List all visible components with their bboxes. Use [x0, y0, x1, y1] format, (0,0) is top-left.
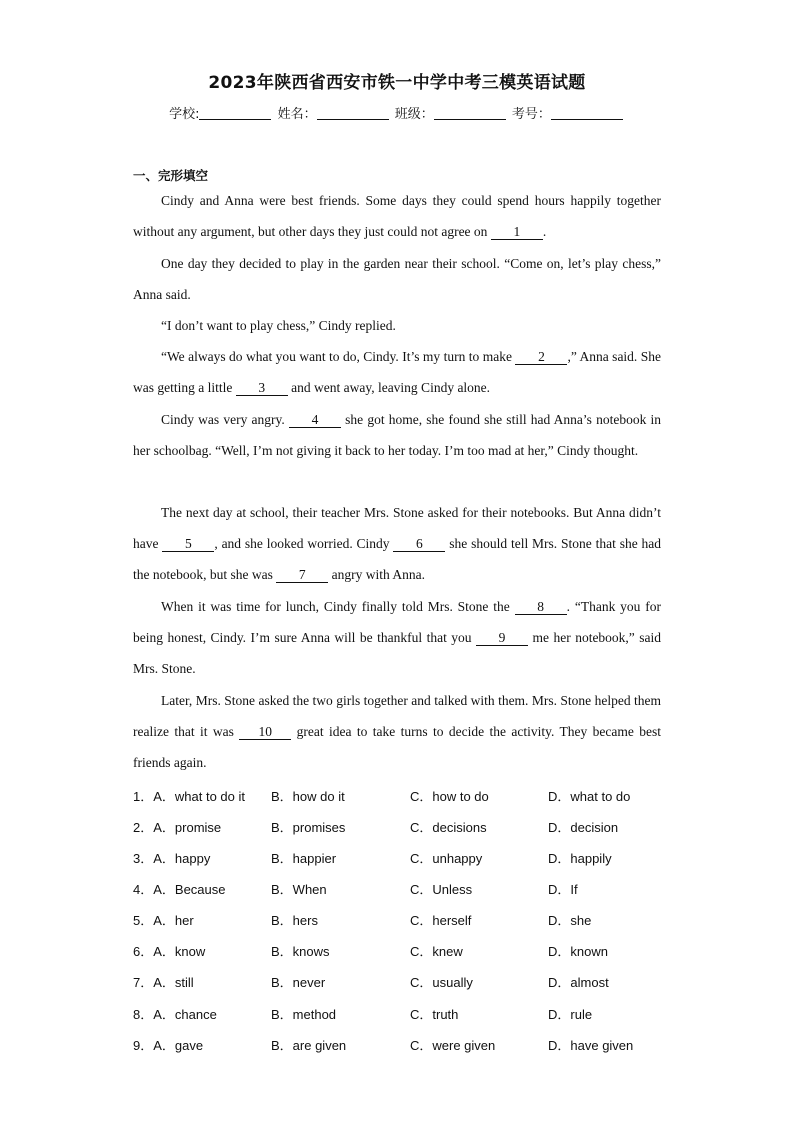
option-d[interactable]: D．If: [548, 882, 578, 897]
blank-1: 1: [491, 225, 543, 240]
option-a[interactable]: 6．A．know: [133, 944, 206, 959]
question-row: [133, 910, 673, 932]
option-c[interactable]: C．how to do: [410, 789, 489, 804]
exam-number-blank: [551, 106, 623, 120]
option-b[interactable]: B．When: [271, 882, 327, 897]
option-d[interactable]: D．what to do: [548, 789, 631, 804]
option-b[interactable]: B．hers: [271, 913, 318, 928]
option-a[interactable]: 3．A．happy: [133, 851, 211, 866]
passage-paragraph-8: Later, Mrs. Stone asked the two girls together and talked with them. Mrs. Stone helped them realize that it was 10 great idea to take turns to decide the activity. They became best friends again.: [133, 693, 661, 771]
option-c[interactable]: C．herself: [410, 913, 472, 928]
option-a[interactable]: 1．A．what to do it: [133, 789, 246, 804]
option-c[interactable]: C．usually: [410, 975, 473, 990]
option-c[interactable]: C．Unless: [410, 882, 473, 897]
option-a[interactable]: 5．A．her: [133, 913, 194, 928]
option-b[interactable]: B．how do it: [271, 789, 345, 804]
option-a[interactable]: 9．A．gave: [133, 1038, 204, 1053]
option-c[interactable]: C．were given: [410, 1038, 496, 1053]
option-d[interactable]: D．have given: [548, 1038, 634, 1053]
blank-10: 10: [239, 725, 291, 740]
option-d[interactable]: D．happily: [548, 851, 612, 866]
option-b[interactable]: B．happier: [271, 851, 337, 866]
class-label: 班级：: [394, 107, 434, 122]
question-row: [133, 786, 673, 808]
blank-9: 9: [476, 631, 528, 646]
passage-paragraph-5: Cindy was very angry. 4 she got home, she found she still had Anna’s notebook in her schoolbag. “Well, I’m not giving it back to her today. I’m too mad at her,” Cindy thought.: [133, 412, 662, 459]
option-c[interactable]: C．unhappy: [410, 851, 483, 866]
option-a[interactable]: 4．A．Because: [133, 882, 226, 897]
option-a[interactable]: 8．A．chance: [133, 1007, 217, 1022]
passage-paragraph-2: One day they decided to play in the garden near their school. “Come on, let’s play chess,” Anna said.: [133, 256, 661, 303]
option-a[interactable]: 2．A．promise: [133, 820, 222, 835]
class-blank: [434, 106, 506, 120]
option-d[interactable]: D．decision: [548, 820, 619, 835]
blank-7: 7: [276, 568, 328, 583]
blank-2: 2: [515, 350, 567, 365]
question-row: [133, 972, 673, 994]
option-a[interactable]: 7．A．still: [133, 975, 194, 990]
option-d[interactable]: D．almost: [548, 975, 609, 990]
option-c[interactable]: C．decisions: [410, 820, 487, 835]
exam-title: 2023年陕西省西安市铁一中学中考三模英语试题: [208, 73, 586, 93]
section-title: 一、完形填空: [133, 168, 209, 183]
name-blank: [317, 106, 389, 120]
student-info-line: [0, 103, 794, 122]
passage-paragraph-1: Cindy and Anna were best friends. Some days they could spend hours happily together without any argument, but other days they just could not agree on 1 .: [133, 193, 661, 240]
exam-number-label: 考号：: [511, 107, 551, 122]
option-d[interactable]: D．known: [548, 944, 608, 959]
option-b[interactable]: B．are given: [271, 1038, 347, 1053]
question-row: [133, 1035, 673, 1057]
passage-paragraph-4: “We always do what you want to do, Cindy. It’s my turn to make 2 ,” Anna said. She was getting a little 3 and went away, leaving Cindy alone.: [133, 349, 661, 396]
question-row: [133, 1004, 673, 1026]
question-row: [133, 817, 673, 839]
passage-paragraph-6: The next day at school, their teacher Mrs. Stone asked for their notebooks. But Anna didn’t have 5 , and she looked worried. Cindy 6 she should tell Mrs. Stone that she had the notebook, but she was 7 angry with Anna.: [133, 505, 662, 583]
option-b[interactable]: B．promises: [271, 820, 346, 835]
option-b[interactable]: B．never: [271, 975, 326, 990]
blank-5: 5: [162, 537, 214, 552]
school-blank: [199, 106, 271, 120]
option-c[interactable]: C．truth: [410, 1007, 459, 1022]
option-c[interactable]: C．knew: [410, 944, 463, 959]
passage-paragraph-3: “I don’t want to play chess,” Cindy replied.: [161, 318, 396, 333]
blank-6: 6: [393, 537, 445, 552]
blank-4: 4: [289, 413, 341, 428]
school-label: 学校:: [169, 107, 200, 122]
option-b[interactable]: B．method: [271, 1007, 337, 1022]
option-d[interactable]: D．she: [548, 913, 592, 928]
question-row: [133, 848, 673, 870]
passage-paragraph-7: When it was time for lunch, Cindy finally told Mrs. Stone the 8 . “Thank you for being honest, Cindy. I’m sure Anna will be thankful that you 9 me her notebook,” said Mrs. Stone.: [133, 599, 662, 677]
question-row: [133, 941, 673, 963]
question-row: [133, 879, 673, 901]
blank-8: 8: [515, 600, 567, 615]
option-d[interactable]: D．rule: [548, 1007, 593, 1022]
name-label: 姓名：: [277, 107, 317, 122]
blank-3: 3: [236, 381, 288, 396]
option-b[interactable]: B．knows: [271, 944, 330, 959]
